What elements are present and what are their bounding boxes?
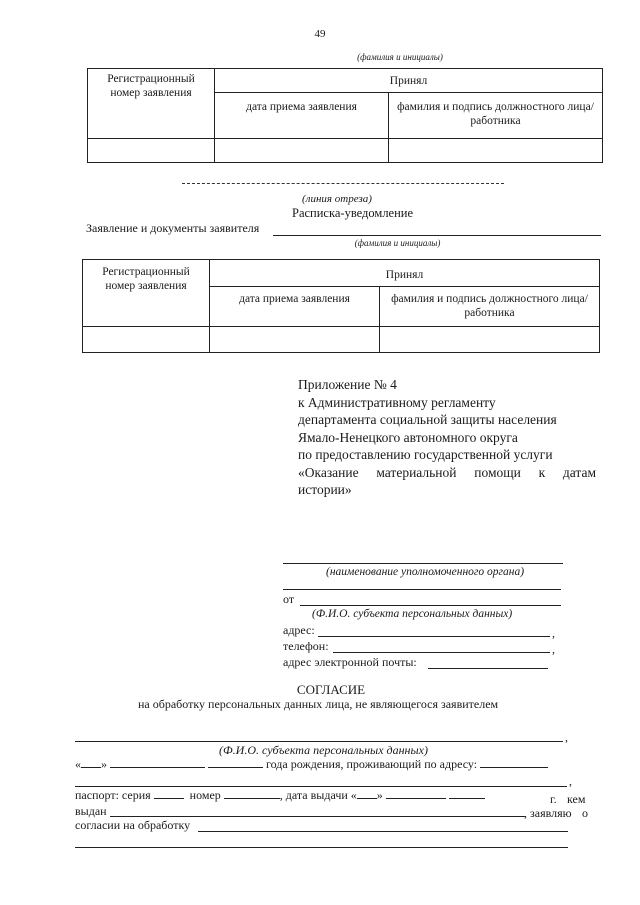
accepted-header-2: Принял bbox=[210, 260, 600, 287]
email-line bbox=[428, 668, 548, 669]
quote-open: « bbox=[350, 788, 357, 802]
comma: , bbox=[552, 642, 555, 656]
series-blank bbox=[154, 787, 184, 799]
agreement-line bbox=[198, 831, 568, 832]
issue-date-label: , дата выдачи bbox=[279, 788, 348, 802]
appendix-block bbox=[298, 376, 596, 499]
signature-header: фамилия и подпись должностного лица/работника bbox=[389, 93, 603, 139]
appendix-line-3: департамента социальной защиты населения bbox=[298, 412, 557, 427]
receipt-label: Заявление и документы заявителя bbox=[86, 221, 260, 235]
about-label: о bbox=[582, 806, 588, 820]
series-label: серия bbox=[121, 788, 151, 802]
agree-label: , заявляю bbox=[524, 806, 572, 820]
passport-row bbox=[75, 787, 485, 803]
consent-subject-caption: (Ф.И.О. субъекта персональных данных) bbox=[219, 743, 428, 757]
date-header: дата приема заявления bbox=[215, 93, 389, 139]
appendix-line-2: к Административному регламенту bbox=[298, 394, 496, 410]
address-label: адрес: bbox=[283, 623, 315, 637]
issue-day-blank bbox=[357, 787, 377, 799]
appendix-word: материальной bbox=[376, 464, 457, 480]
issued-label: выдан bbox=[75, 804, 107, 818]
extra-line bbox=[75, 847, 568, 848]
appendix-line-6 bbox=[298, 464, 596, 482]
number-blank bbox=[224, 787, 280, 799]
email-label: адрес электронной почты: bbox=[283, 655, 417, 669]
phone-line bbox=[333, 652, 550, 653]
organ-caption: (наименование уполномоченного органа) bbox=[326, 566, 525, 578]
accepted-header: Принял bbox=[215, 69, 603, 93]
reg-number-cell-2 bbox=[83, 326, 210, 352]
cut-line bbox=[182, 183, 504, 184]
quote-close: » bbox=[376, 788, 383, 802]
passport-label: паспорт: bbox=[75, 788, 119, 802]
day-blank bbox=[81, 756, 101, 768]
issued-line bbox=[110, 816, 525, 817]
reg-number-header: Регистрационный номер заявления bbox=[88, 69, 215, 139]
from-label: от bbox=[283, 592, 295, 606]
number-label: номер bbox=[189, 788, 221, 802]
signature-cell bbox=[389, 139, 603, 163]
registration-table-1 bbox=[87, 68, 603, 163]
birth-row bbox=[75, 756, 548, 772]
comma: , bbox=[565, 730, 568, 744]
comma: , bbox=[569, 774, 572, 788]
fio-caption-mid: (фамилия и инициалы) bbox=[354, 238, 441, 248]
agreement-label: согласии на обработку bbox=[75, 818, 191, 832]
from-line-1 bbox=[283, 589, 561, 590]
appendix-line-1: Приложение № 4 bbox=[298, 377, 397, 392]
cut-line-label: (линия отреза) bbox=[302, 193, 372, 205]
phone-label: телефон: bbox=[283, 639, 329, 653]
appendix-line-5: по предоставлению государственной услуги bbox=[298, 447, 553, 462]
consent-fio-line bbox=[75, 741, 563, 742]
receipt-title: Расписка-уведомление bbox=[292, 206, 414, 220]
birth-text: года рождения, проживающий по адресу: bbox=[266, 757, 478, 771]
appendix-word: помощи bbox=[474, 464, 521, 480]
organ-line bbox=[283, 563, 563, 564]
signature-cell-2 bbox=[380, 326, 600, 352]
date-header-2: дата приема заявления bbox=[210, 286, 380, 326]
address-blank bbox=[480, 756, 548, 768]
appendix-line-7: истории» bbox=[298, 482, 352, 497]
consent-subtitle: на обработку персональных данных лица, не являющегося заявителем bbox=[138, 697, 499, 711]
receipt-applicant-line bbox=[273, 235, 601, 236]
by-whom-label: кем bbox=[567, 792, 586, 806]
reg-number-header-2: Регистрационный номер заявления bbox=[83, 260, 210, 327]
quote-close: » bbox=[101, 757, 107, 771]
month-blank bbox=[110, 756, 205, 768]
quote-open: « bbox=[75, 757, 81, 771]
fio-caption-top: (фамилия и инициалы) bbox=[357, 52, 443, 62]
year-label: г. bbox=[550, 792, 557, 806]
appendix-line-4: Ямало-Ненецкого автономного округа bbox=[298, 429, 518, 445]
appendix-word: к bbox=[538, 464, 546, 480]
issue-year-blank bbox=[449, 787, 485, 799]
address-line bbox=[318, 636, 550, 637]
date-cell bbox=[215, 139, 389, 163]
consent-title: СОГЛАСИЕ bbox=[296, 682, 366, 697]
appendix-word: датам bbox=[562, 464, 596, 480]
appendix-word: «Оказание bbox=[298, 464, 359, 480]
reg-number-cell bbox=[88, 139, 215, 163]
from-line-2 bbox=[300, 605, 561, 606]
subject-caption: (Ф.И.О. субъекта персональных данных) bbox=[312, 608, 513, 620]
date-cell-2 bbox=[210, 326, 380, 352]
registration-table-2 bbox=[82, 259, 600, 353]
signature-header-2: фамилия и подпись должностного лица/работника bbox=[380, 286, 600, 326]
year-blank bbox=[208, 756, 263, 768]
page-number: 49 bbox=[314, 28, 326, 40]
issue-month-blank bbox=[386, 787, 446, 799]
comma: , bbox=[552, 626, 555, 640]
